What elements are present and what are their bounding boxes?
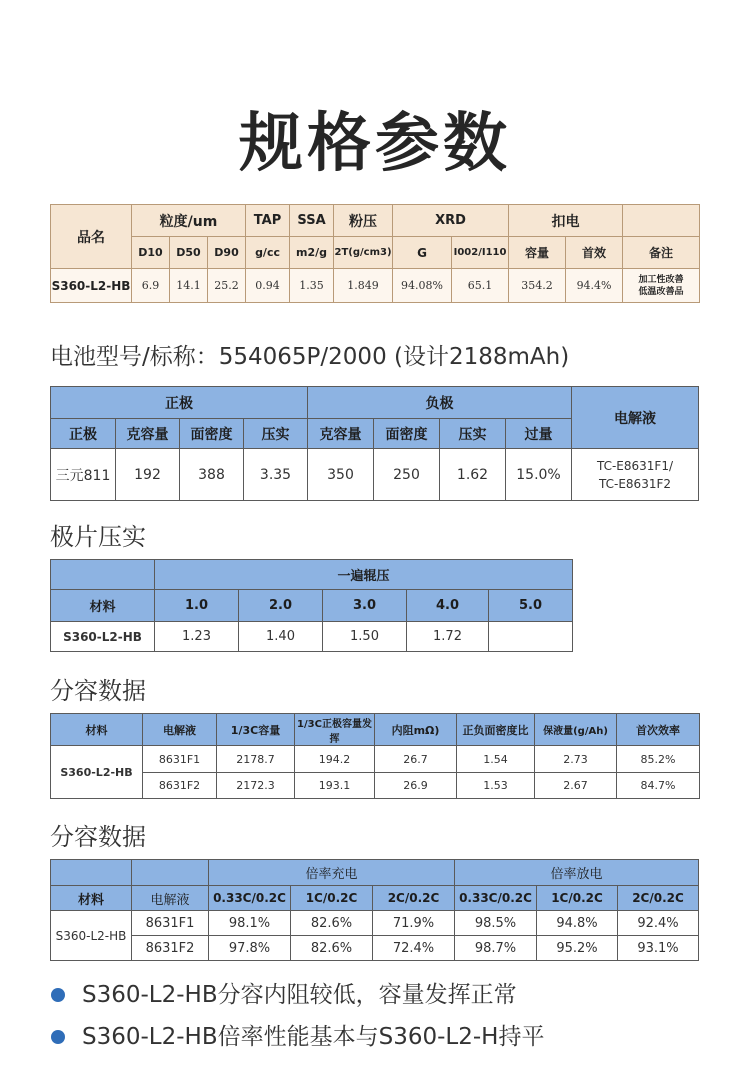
cell: 98.1%	[209, 911, 291, 936]
bullet-dot-icon	[51, 1030, 65, 1044]
positive-group: 正极	[51, 387, 308, 419]
row-name: S360-L2-HB	[51, 911, 132, 961]
table-row	[51, 449, 699, 501]
header-xrd-i: I002/I110	[452, 237, 509, 269]
col-header: 材料	[51, 590, 155, 622]
cell: 14.1	[170, 269, 208, 303]
header-press: 粉压	[334, 205, 393, 237]
header-ssa: SSA	[290, 205, 334, 237]
table-row	[51, 622, 573, 652]
capacity-heading: 分容数据	[50, 677, 146, 705]
list-item	[50, 1020, 750, 1062]
cell: 2172.3	[217, 773, 295, 799]
col-header: 1.0	[155, 590, 239, 622]
cell: 94.08%	[393, 269, 452, 303]
cell: 98.5%	[455, 911, 537, 936]
col-header: 2C/0.2C	[618, 886, 699, 911]
battery-table	[50, 386, 699, 501]
conclusion-list	[50, 978, 750, 1062]
col-header: 压实	[440, 419, 506, 449]
cell: 250	[374, 449, 440, 501]
cell: 15.0%	[506, 449, 572, 501]
col-header: 克容量	[116, 419, 180, 449]
header-coin: 扣电	[509, 205, 623, 237]
cell: 三元811	[51, 449, 116, 501]
table-row	[51, 269, 700, 303]
cell: 71.9%	[373, 911, 455, 936]
col-header: 1C/0.2C	[291, 886, 373, 911]
cell: 1.62	[440, 449, 506, 501]
cell: 82.6%	[291, 936, 373, 961]
row-name: S360-L2-HB	[51, 746, 143, 799]
cell: 8631F2	[132, 936, 209, 961]
col-header: 电解液	[132, 886, 209, 911]
cell: 95.2%	[537, 936, 618, 961]
col-header: 过量	[506, 419, 572, 449]
row-name: S360-L2-HB	[51, 622, 155, 652]
col-header: 1/3C容量	[217, 714, 295, 746]
cell: 98.7%	[455, 936, 537, 961]
cell: 1.849	[334, 269, 393, 303]
col-header: 保液量(g/Ah)	[535, 714, 617, 746]
col-header: 材料	[51, 886, 132, 911]
cell: 93.1%	[618, 936, 699, 961]
cell: 350	[308, 449, 374, 501]
capacity-table	[50, 713, 700, 799]
cell: 6.9	[132, 269, 170, 303]
cell: 1.54	[457, 746, 535, 773]
col-header: 正负面密度比	[457, 714, 535, 746]
col-header: 0.33C/0.2C	[209, 886, 291, 911]
charge-group: 倍率充电	[209, 860, 455, 886]
table-row	[51, 936, 699, 961]
col-header: 4.0	[407, 590, 489, 622]
cell: 94.8%	[537, 911, 618, 936]
cell: 8631F2	[143, 773, 217, 799]
electrolyte-line: TC-E8631F2	[599, 476, 671, 491]
col-header: 克容量	[308, 419, 374, 449]
cell: 26.7	[375, 746, 457, 773]
header-note: 备注	[623, 237, 700, 269]
cell: 0.94	[246, 269, 290, 303]
cell: 82.6%	[291, 911, 373, 936]
electrolyte-header: 电解液	[572, 387, 699, 449]
col-header: 0.33C/0.2C	[455, 886, 537, 911]
col-header: 1C/0.2C	[537, 886, 618, 911]
col-header: 面密度	[180, 419, 244, 449]
table-row	[51, 911, 699, 936]
cell: 1.23	[155, 622, 239, 652]
header-tap: TAP	[246, 205, 290, 237]
row-name: S360-L2-HB	[51, 269, 132, 303]
rate-heading: 分容数据	[50, 823, 146, 851]
rate-table	[50, 859, 699, 961]
header-d90: D90	[208, 237, 246, 269]
header-d50: D50	[170, 237, 208, 269]
cell: 388	[180, 449, 244, 501]
cell: 2178.7	[217, 746, 295, 773]
electrolyte-line: TC-E8631F1/	[596, 458, 674, 473]
col-header: 2C/0.2C	[373, 886, 455, 911]
header-press-unit: 2T(g/cm3)	[334, 237, 393, 269]
col-header: 3.0	[323, 590, 407, 622]
cell: 1.53	[457, 773, 535, 799]
negative-group: 负极	[308, 387, 572, 419]
col-header: 首次效率	[617, 714, 700, 746]
battery-heading: 电池型号/标称：554065P/2000 (设计2188mAh)	[50, 344, 570, 370]
cell: 2.73	[535, 746, 617, 773]
cell: 25.2	[208, 269, 246, 303]
col-header: 正极	[51, 419, 116, 449]
note-cell	[623, 269, 700, 303]
header-xrd-g: G	[393, 237, 452, 269]
cell: 1.35	[290, 269, 334, 303]
header-d10: D10	[132, 237, 170, 269]
cell: 84.7%	[617, 773, 700, 799]
header-capacity: 容量	[509, 237, 566, 269]
cell: 354.2	[509, 269, 566, 303]
press-heading: 极片压实	[50, 523, 146, 551]
cell: 1.40	[239, 622, 323, 652]
col-header: 材料	[51, 714, 143, 746]
cell: 65.1	[452, 269, 509, 303]
header-ssa-unit: m2/g	[290, 237, 334, 269]
header-name: 品名	[51, 205, 132, 269]
cell: 2.67	[535, 773, 617, 799]
cell: 97.8%	[209, 936, 291, 961]
page-title: 规格参数	[239, 107, 511, 181]
cell: 92.4%	[618, 911, 699, 936]
cell: 8631F1	[132, 911, 209, 936]
bullet-dot-icon	[51, 988, 65, 1002]
col-header: 面密度	[374, 419, 440, 449]
press-group: 一遍辊压	[155, 560, 573, 590]
cell: 192	[116, 449, 180, 501]
header-psd: 粒度/um	[132, 205, 246, 237]
note-line: 加工性改善	[638, 274, 684, 285]
header-tap-unit: g/cc	[246, 237, 290, 269]
col-header: 1/3C正极容量发挥	[295, 714, 375, 746]
cell: 8631F1	[143, 746, 217, 773]
col-header: 电解液	[143, 714, 217, 746]
cell: 194.2	[295, 746, 375, 773]
cell	[489, 622, 573, 652]
cell: 26.9	[375, 773, 457, 799]
electrolyte-cell	[572, 449, 699, 501]
cell: 1.50	[323, 622, 407, 652]
cell: 94.4%	[566, 269, 623, 303]
cell: 72.4%	[373, 936, 455, 961]
note-line: 低温改善品	[638, 286, 684, 297]
col-header: 2.0	[239, 590, 323, 622]
header-efficiency: 首效	[566, 237, 623, 269]
cell: 3.35	[244, 449, 308, 501]
bullet-text: S360-L2-HB倍率性能基本与S360-L2-H持平	[82, 1024, 545, 1050]
discharge-group: 倍率放电	[455, 860, 699, 886]
cell: 1.72	[407, 622, 489, 652]
header-xrd: XRD	[393, 205, 509, 237]
table-row	[51, 773, 700, 799]
list-item	[50, 978, 750, 1020]
bullet-text: S360-L2-HB分容内阻较低，容量发挥正常	[82, 982, 517, 1008]
cell: 85.2%	[617, 746, 700, 773]
table-row	[51, 746, 700, 773]
press-table	[50, 559, 573, 652]
col-header: 5.0	[489, 590, 573, 622]
cell: 193.1	[295, 773, 375, 799]
col-header: 压实	[244, 419, 308, 449]
col-header: 内阻mΩ)	[375, 714, 457, 746]
spec-table	[50, 204, 700, 303]
